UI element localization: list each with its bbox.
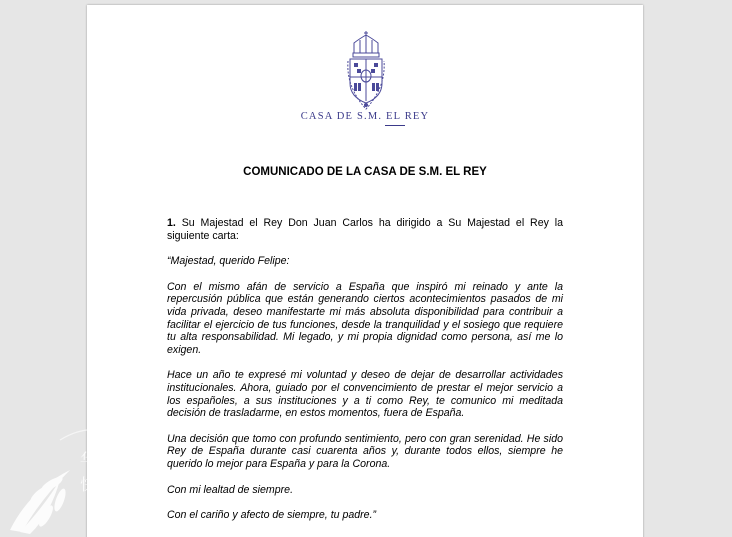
royal-crest-icon bbox=[345, 31, 387, 111]
watermark-char-4: 报 bbox=[100, 478, 117, 497]
point-number: 1. bbox=[167, 217, 176, 229]
watermark-char-2: 侨 bbox=[100, 453, 117, 472]
closing-line-1: Con mi lealtad de siempre. bbox=[167, 483, 294, 496]
watermark-char-3: 快 bbox=[80, 475, 97, 494]
closing-line-2: Con el cariño y afecto de siempre, tu padre.” bbox=[167, 509, 377, 522]
salutation: “Majestad, querido Felipe: bbox=[167, 255, 290, 268]
letter-paragraph-1: Con el mismo afán de servicio a España que inspiró mi reinado y ante la repercusión pública que están generando ciertos acontecimientos pasados de mi vida privada, deseo manifestarte mi más absoluta disponibilidad para contribuir a facilitar el ejercicio de tus funciones, desde la tranquilidad y el sosiego que requiere tu alta responsabilidad. Mi legado, y mi propia dignidad como persona, así me lo exigen. bbox=[167, 280, 563, 356]
watermark-char-1: 华 bbox=[80, 450, 97, 469]
intro-text: Su Majestad el Rey Don Juan Carlos ha dirigido a Su Majestad el Rey la siguiente carta: bbox=[167, 217, 563, 242]
document-title: COMUNICADO DE LA CASA DE S.M. EL REY bbox=[243, 166, 487, 178]
intro-paragraph bbox=[167, 217, 563, 242]
document-body bbox=[167, 217, 563, 535]
document-page bbox=[87, 5, 643, 537]
house-name-underline bbox=[385, 125, 405, 126]
letter-paragraph-3: Una decisión que tomo con profundo sentimiento, pero con gran serenidad. He sido Rey de España durante casi cuarenta años y, durante todos ellos, siempre he querido lo mejor para España y para la Corona. bbox=[167, 432, 563, 470]
letter-paragraph-2: Hace un año te expresé mi voluntad y deseo de dejar de desarrollar actividades institucionales. Ahora, guiado por el convencimiento de prestar el mejor servicio a los españoles, a sus instituciones y a ti como Rey, te comunico mi meditada decisión de trasladarme, en estos momentos, fuera de España. bbox=[167, 369, 563, 420]
house-name: CASA DE S.M. EL REY bbox=[300, 111, 430, 122]
